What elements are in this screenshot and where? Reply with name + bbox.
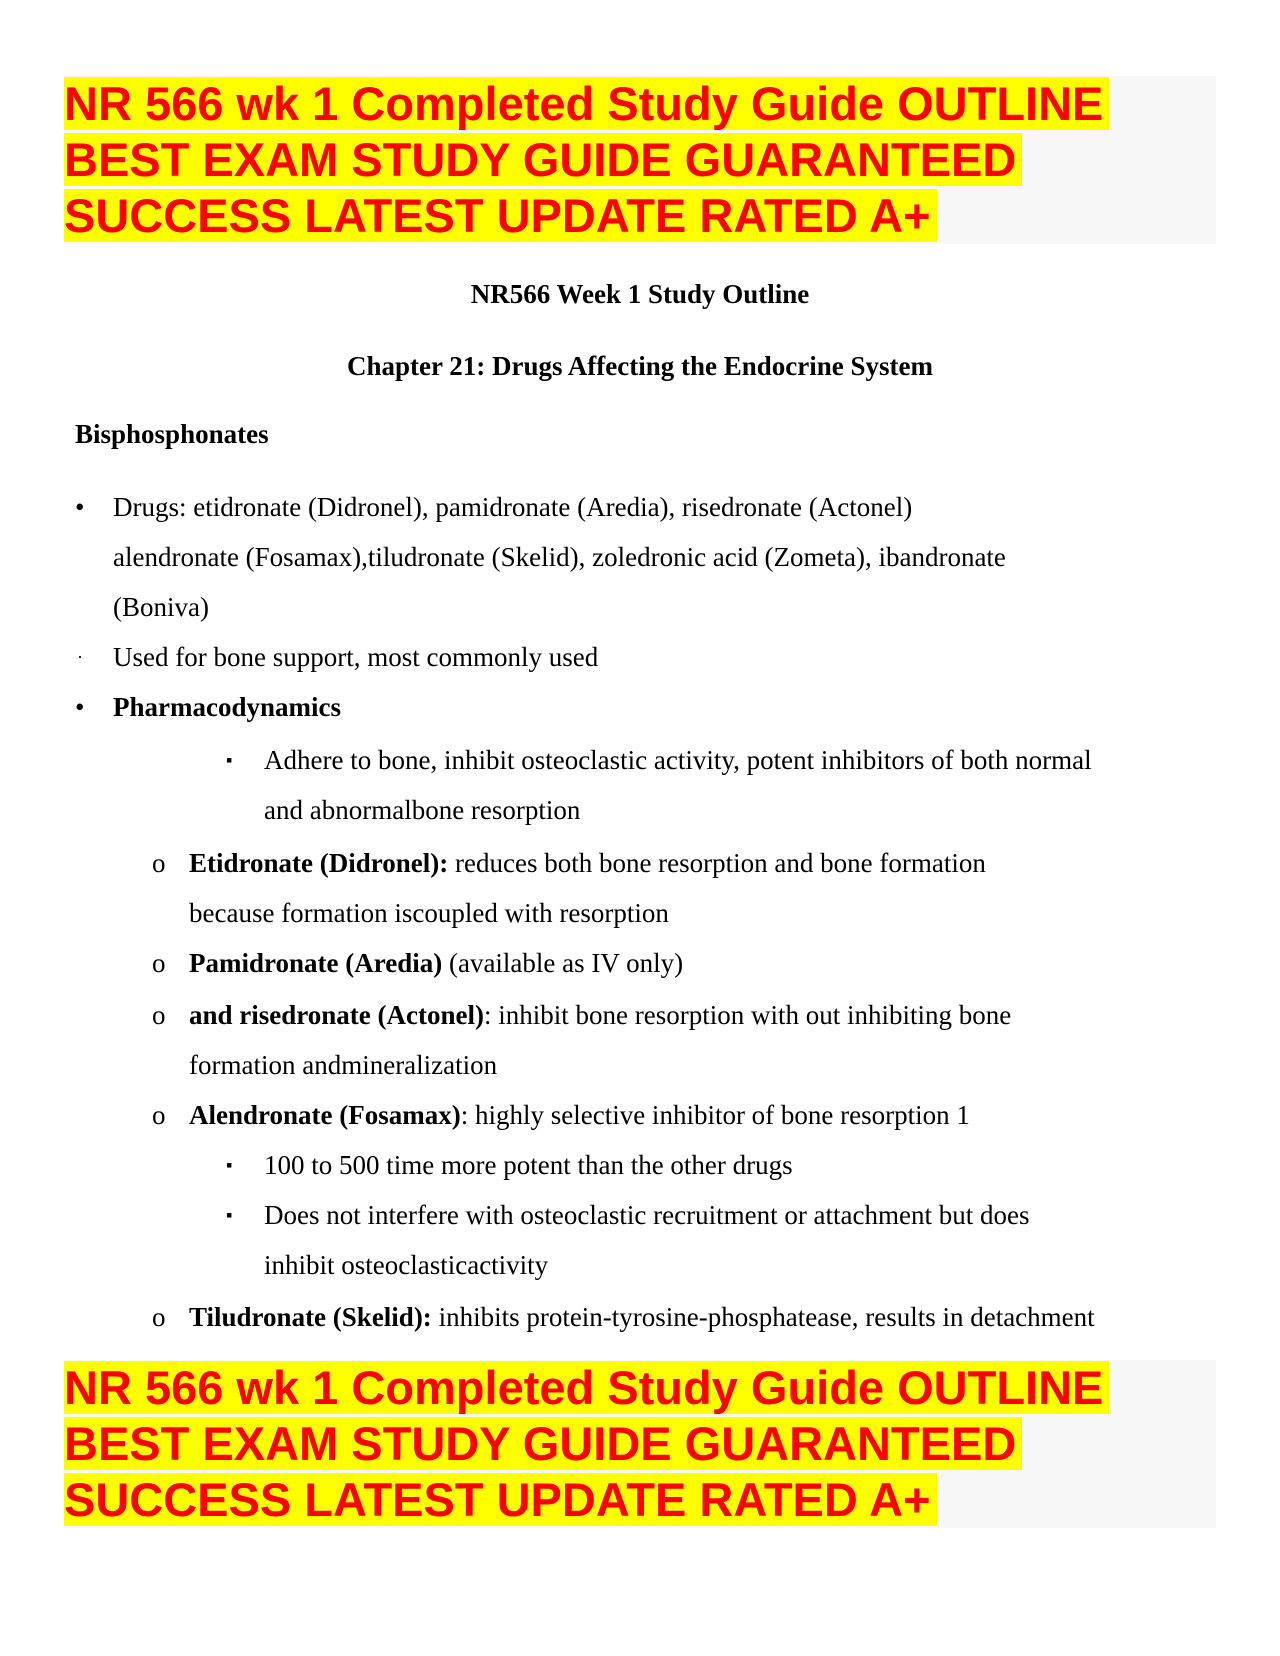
list-item: inhibit osteoclasticactivity xyxy=(264,1250,549,1280)
list-item xyxy=(189,838,986,888)
square-bullet: ▪ xyxy=(226,1155,233,1175)
square-bullet: ▪ xyxy=(226,1205,233,1225)
list-item: Does not interfere with osteoclastic recruitment or attachment but does xyxy=(264,1200,1030,1230)
circle-bullet: o xyxy=(152,1000,166,1030)
disc-bullet: • xyxy=(75,692,85,722)
drug-name: Pamidronate (Aredia) xyxy=(189,948,443,978)
circle-bullet: o xyxy=(152,1100,166,1130)
list-item xyxy=(189,1090,970,1140)
banner-line: BEST EXAM STUDY GUIDE GUARANTEED xyxy=(64,1416,1216,1472)
top-banner xyxy=(64,76,1216,244)
banner-line: NR 566 wk 1 Completed Study Guide OUTLINE xyxy=(64,1360,1216,1416)
list-item xyxy=(189,938,683,988)
list-item: 100 to 500 time more potent than the other drugs xyxy=(264,1150,793,1180)
bottom-banner xyxy=(64,1360,1216,1528)
banner-line: SUCCESS LATEST UPDATE RATED A+ xyxy=(64,1472,1216,1528)
drug-description: : inhibit bone resorption with out inhibiting bone xyxy=(483,1000,1012,1030)
list-item: Drugs: etidronate (Didronel), pamidronate (Aredia), risedronate (Actonel) xyxy=(113,492,913,522)
circle-bullet: o xyxy=(152,848,166,878)
section-title: Bisphosphonates xyxy=(75,419,269,449)
banner-line: BEST EXAM STUDY GUIDE GUARANTEED xyxy=(64,132,1216,188)
dot-bullet: · xyxy=(77,647,83,667)
drug-description: reduces both bone resorption and bone formation xyxy=(448,848,986,878)
drug-name: and risedronate (Actonel) xyxy=(189,1000,484,1030)
disc-bullet: • xyxy=(75,492,85,522)
chapter-title: Chapter 21: Drugs Affecting the Endocrine System xyxy=(347,351,933,381)
pharmacodynamics-heading: Pharmacodynamics xyxy=(113,692,341,722)
circle-bullet: o xyxy=(152,1302,166,1332)
list-item xyxy=(189,990,1011,1040)
drug-description: inhibits protein-tyrosine-phosphatease, results in detachment xyxy=(431,1302,1095,1332)
list-item xyxy=(189,1292,1095,1342)
drug-name: Tiludronate (Skelid): xyxy=(189,1302,432,1332)
circle-bullet: o xyxy=(152,948,166,978)
list-item: Used for bone support, most commonly used xyxy=(113,642,599,672)
list-item: because formation iscoupled with resorption xyxy=(189,898,669,928)
drug-name: Alendronate (Fosamax) xyxy=(189,1100,461,1130)
list-item: and abnormalbone resorption xyxy=(264,795,581,825)
list-item: (Boniva) xyxy=(113,592,209,622)
document-title: NR566 Week 1 Study Outline xyxy=(470,279,810,309)
drug-name: Etidronate (Didronel): xyxy=(189,848,449,878)
list-item: alendronate (Fosamax),tiludronate (Skelid), zoledronic acid (Zometa), ibandronate xyxy=(113,542,1006,572)
list-item: formation andmineralization xyxy=(189,1050,498,1080)
list-item: Adhere to bone, inhibit osteoclastic activity, potent inhibitors of both normal xyxy=(264,745,1092,775)
drug-description: : highly selective inhibitor of bone resorption 1 xyxy=(460,1100,970,1130)
square-bullet: ▪ xyxy=(226,750,233,770)
drug-description: (available as IV only) xyxy=(442,948,684,978)
banner-line: SUCCESS LATEST UPDATE RATED A+ xyxy=(64,188,1216,244)
banner-line: NR 566 wk 1 Completed Study Guide OUTLINE xyxy=(64,76,1216,132)
